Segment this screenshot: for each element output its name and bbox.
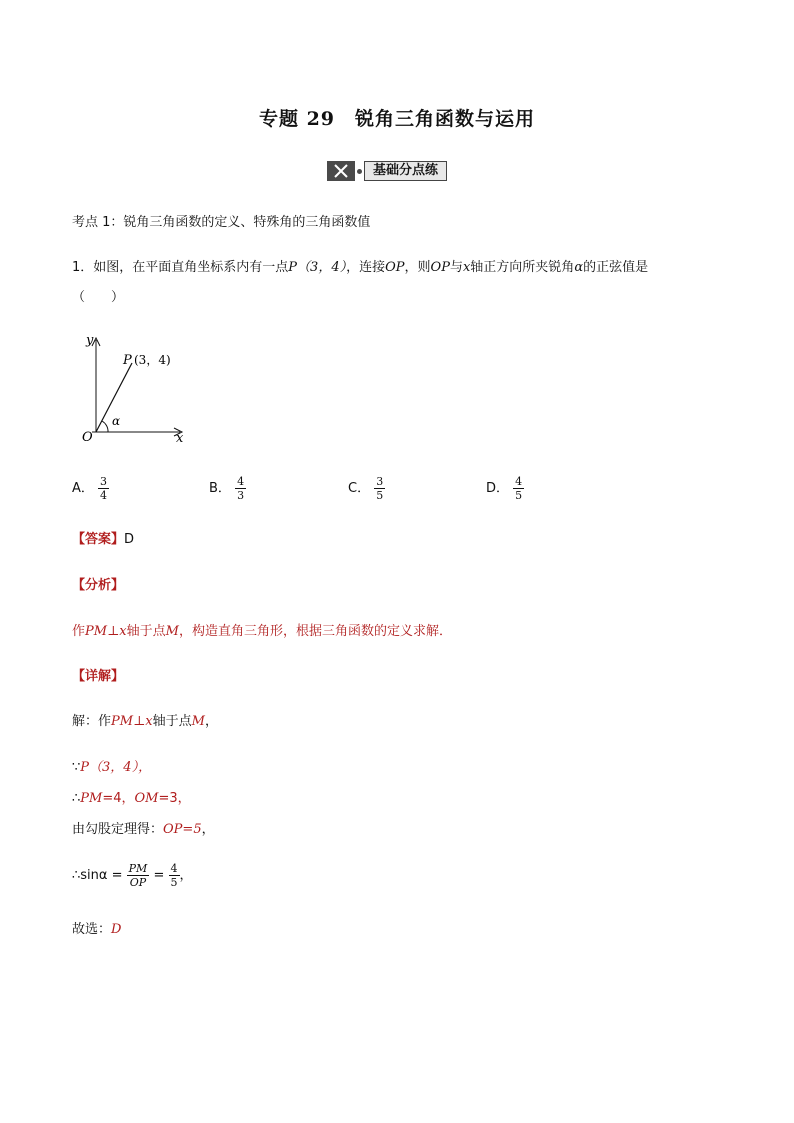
detail-line-1: 解：作PM⊥x轴于点M， — [72, 714, 218, 729]
option-d-fraction: $\frac{4}{5}$ — [515, 475, 523, 502]
detail-line-6: 故选：D — [72, 922, 122, 937]
angle-alpha-label: α — [112, 414, 121, 428]
answer-line — [72, 531, 134, 549]
option-c[interactable]: C． $\frac{3}{5}$ — [348, 475, 384, 502]
fraction-4-5: $\frac{4}{5}$ — [170, 862, 178, 889]
answer-paren: （ ） — [72, 290, 125, 305]
detail-line-4: 由勾股定理得：OP=5， — [72, 822, 215, 837]
origin-label: O — [82, 430, 93, 445]
option-a-fraction: $\frac{3}{4}$ — [100, 475, 108, 502]
detail-line-5: ∴sinα = $\frac{PM}{OP}$ = $\frac{4}{5}$ ， — [72, 862, 193, 889]
section-badge — [327, 161, 447, 181]
option-a[interactable]: A． $\frac{3}{4}$ — [72, 475, 108, 502]
section-heading: 考点 1：锐角三角函数的定义、特殊角的三角函数值 — [72, 215, 371, 230]
badge-label: 基础分点练 — [364, 161, 447, 181]
answer-value: D — [124, 532, 135, 547]
detail-label: 【详解】 — [72, 669, 125, 684]
analysis-text: 作PM⊥x轴于点M，构造直角三角形，根据三角函数的定义求解． — [72, 624, 452, 639]
analysis-label: 【分析】 — [72, 578, 125, 593]
coordinate-figure — [72, 328, 202, 448]
x-label: x — [176, 431, 184, 446]
point-p-coord: (3，4) — [134, 353, 171, 367]
y-label: y — [86, 333, 94, 348]
angle-arc — [102, 421, 108, 432]
page-title: 专题 29 锐角三角函数与运用 — [258, 108, 536, 130]
option-b-fraction: $\frac{4}{3}$ — [237, 475, 245, 502]
question-stem: 1．如图，在平面直角坐标系内有一点P（3，4），连接OP，则OP与x轴正方向所夹锐角α的正弦值是 — [72, 260, 649, 275]
point-p-label: P — [123, 353, 132, 368]
option-b[interactable]: B． $\frac{4}{3}$ — [209, 475, 245, 502]
badge-dot — [357, 169, 362, 174]
option-c-fraction: $\frac{3}{5}$ — [376, 475, 384, 502]
answer-label: 【答案】 — [72, 532, 125, 547]
detail-line-2: ∵P（3，4）， — [72, 760, 152, 775]
pencil-ruler-icon — [327, 161, 355, 181]
fraction-pm-op: $\frac{PM}{OP}$ — [128, 862, 148, 889]
option-d[interactable]: D． $\frac{4}{5}$ — [486, 475, 523, 502]
detail-line-3: ∴PM=4，OM=3， — [72, 791, 191, 806]
